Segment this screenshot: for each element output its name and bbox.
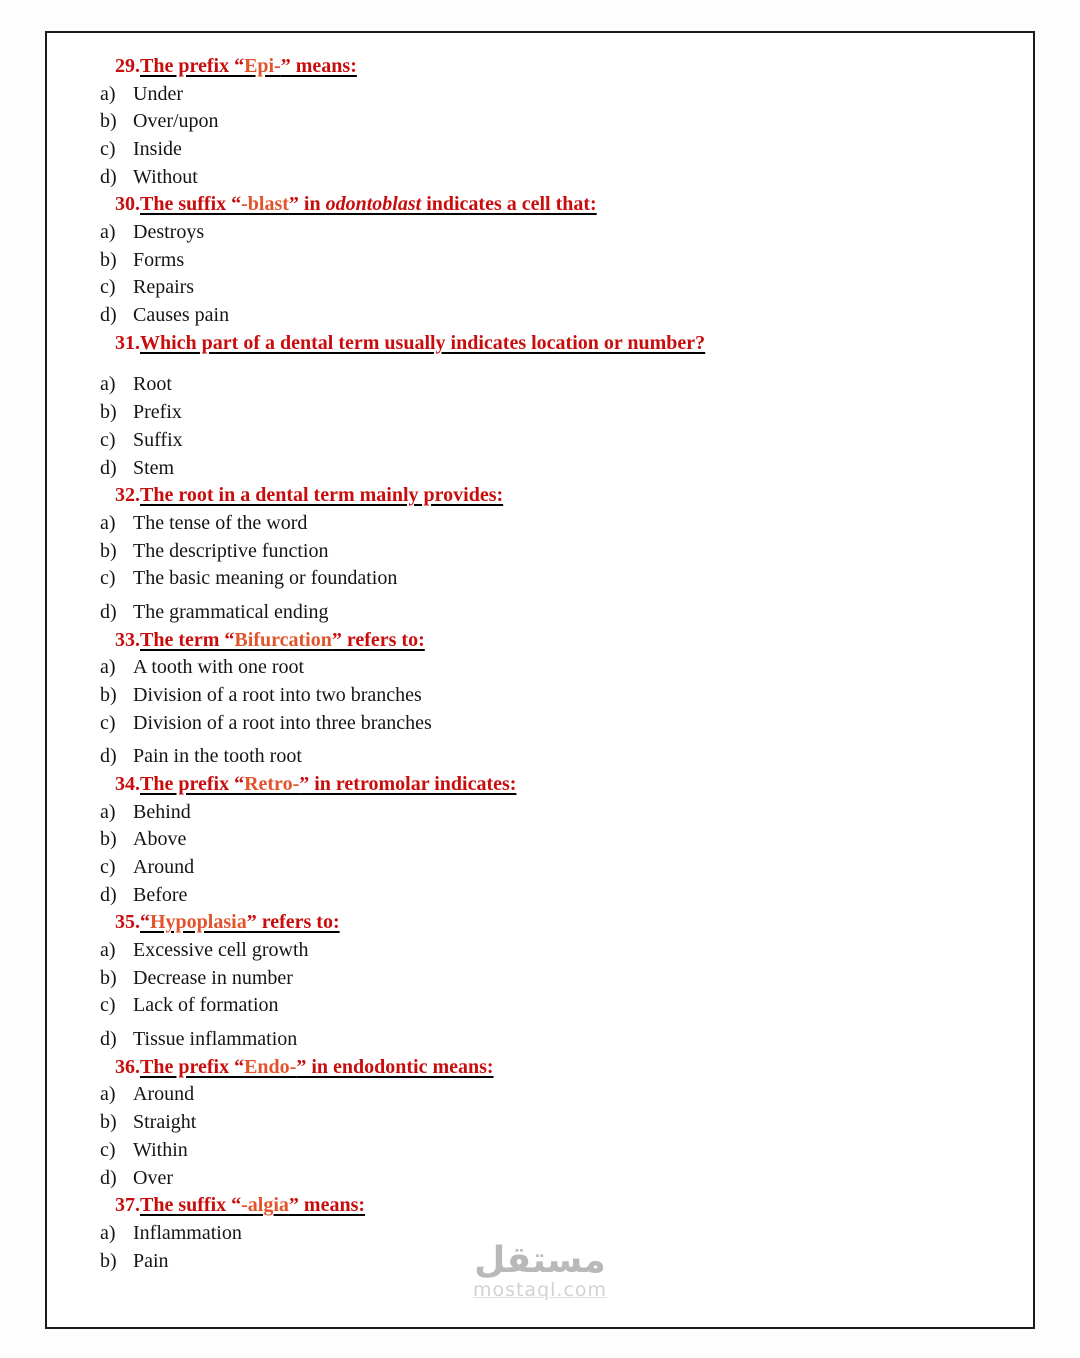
option-text: Forms (133, 248, 185, 271)
options-list (100, 219, 1003, 330)
option-text: Over/upon (133, 110, 219, 133)
option-text: Tissue inflammation (133, 1028, 298, 1051)
question-title-segment: ” refers to: (246, 911, 340, 934)
option-text: Pain (133, 1249, 169, 1272)
option-row (100, 108, 1003, 136)
option-text: Lack of formation (133, 994, 279, 1017)
question-number: 33. (115, 628, 140, 651)
question-title-segment: ” in (288, 193, 326, 216)
question-block (100, 53, 1003, 191)
question-title (140, 1056, 494, 1078)
option-text: Causes pain (133, 304, 230, 327)
question-title-segment: The prefix “ (140, 773, 245, 796)
option-letter: c) (100, 138, 116, 160)
option-row (100, 799, 1003, 827)
option-letter: b) (100, 539, 117, 562)
option-text: Before (133, 883, 188, 906)
question-title (140, 193, 597, 215)
option-row (100, 826, 1003, 854)
question-block (100, 1054, 1003, 1192)
option-row (100, 599, 1003, 627)
option-row (100, 1165, 1003, 1193)
option-row (100, 854, 1003, 882)
question-title-segment: ” in retromolar indicates: (299, 773, 517, 796)
question-title-segment: -algia (241, 1194, 289, 1217)
option-text: The basic meaning or foundation (133, 567, 398, 590)
question-title (140, 629, 425, 651)
option-letter: d) (100, 883, 117, 906)
options-list (100, 1081, 1003, 1192)
option-letter: a) (100, 221, 116, 243)
option-row (100, 937, 1003, 965)
question-heading (115, 771, 1003, 799)
option-row (100, 992, 1003, 1020)
option-row (100, 1248, 1003, 1276)
question-title-segment: ” means: (280, 55, 357, 77)
question-title-segment: Bifurcation (234, 628, 332, 651)
question-title (140, 332, 705, 354)
question-block (100, 627, 1003, 771)
question-number: 31. (115, 331, 140, 354)
option-letter: a) (100, 511, 116, 534)
option-row (100, 247, 1003, 275)
option-letter: b) (100, 110, 117, 133)
option-text: Inside (133, 138, 182, 160)
option-row (100, 565, 1003, 593)
option-letter: b) (100, 1111, 117, 1134)
option-row (100, 882, 1003, 910)
option-text: The tense of the word (133, 511, 308, 534)
option-row (100, 538, 1003, 566)
option-letter: d) (100, 304, 117, 327)
option-row (100, 302, 1003, 330)
question-block (100, 330, 1003, 482)
option-letter: a) (100, 800, 116, 823)
question-number: 35. (115, 911, 140, 934)
option-letter: c) (100, 994, 116, 1017)
option-letter: c) (100, 1138, 116, 1161)
option-text: Around (133, 856, 195, 879)
question-title-segment: ” refers to: (331, 628, 425, 651)
option-letter: b) (100, 401, 117, 424)
watermark-brand-logo: مستقل (474, 1240, 606, 1281)
watermark-domain: mostaql.com (472, 1279, 608, 1301)
option-text: Under (133, 82, 183, 105)
question-title-segment: ” means: (288, 1194, 366, 1217)
option-letter: b) (100, 1249, 117, 1272)
options-list (100, 510, 1003, 627)
question-title (140, 1194, 365, 1216)
question-title (140, 911, 340, 933)
option-row (100, 274, 1003, 302)
question-title-segment: indicates a cell that: (421, 193, 597, 216)
question-title-segment: The suffix “ (140, 1194, 242, 1217)
option-row (100, 81, 1003, 109)
option-letter: a) (100, 373, 116, 396)
questions-list (100, 53, 1003, 1275)
option-row (100, 1109, 1003, 1137)
option-row (100, 1081, 1003, 1109)
option-letter: a) (100, 656, 116, 679)
question-heading (115, 909, 1003, 937)
option-text: Around (133, 1083, 195, 1106)
question-number: 37. (115, 1194, 140, 1217)
option-text: Straight (133, 1111, 197, 1134)
question-heading (115, 627, 1003, 655)
option-letter: b) (100, 828, 117, 851)
options-list (100, 81, 1003, 192)
question-block (100, 482, 1003, 626)
option-row (100, 219, 1003, 247)
option-letter: b) (100, 966, 117, 989)
page-border (45, 31, 1035, 1329)
option-letter: a) (100, 1221, 116, 1244)
question-title-segment: -blast (241, 193, 289, 216)
question-title-segment: Epi- (244, 55, 281, 77)
option-letter: b) (100, 683, 117, 706)
question-title-segment: Endo- (244, 1055, 297, 1078)
option-letter: c) (100, 856, 116, 879)
option-row (100, 1137, 1003, 1165)
option-row (100, 1026, 1003, 1054)
question-heading (115, 330, 1003, 358)
option-letter: a) (100, 82, 116, 105)
option-text: Decrease in number (133, 966, 293, 989)
question-heading (115, 1192, 1003, 1220)
option-row (100, 965, 1003, 993)
option-text: Suffix (133, 428, 183, 451)
question-title-segment: The root in a dental term mainly provides: (140, 484, 504, 507)
options-list (100, 1220, 1003, 1275)
option-row (100, 371, 1003, 399)
option-text: Within (133, 1138, 188, 1161)
question-block (100, 909, 1003, 1053)
option-text: A tooth with one root (133, 656, 305, 679)
option-text: Root (133, 373, 172, 396)
option-row (100, 654, 1003, 682)
question-heading (115, 191, 1003, 219)
option-row (100, 427, 1003, 455)
question-block (100, 191, 1003, 329)
option-text: Prefix (133, 401, 182, 424)
question-title-segment: odontoblast (325, 193, 422, 216)
question-title-segment: The prefix “ (140, 55, 245, 77)
option-row (100, 682, 1003, 710)
option-row (100, 455, 1003, 483)
option-letter: a) (100, 939, 116, 962)
question-title (140, 773, 516, 795)
option-letter: a) (100, 1083, 116, 1106)
options-list (100, 654, 1003, 771)
option-row (100, 164, 1003, 192)
option-text: Division of a root into three branches (133, 711, 432, 734)
option-text: Pain in the tooth root (133, 745, 302, 768)
option-row (100, 710, 1003, 738)
options-list (100, 937, 1003, 1054)
question-heading (115, 482, 1003, 510)
question-title (140, 484, 503, 506)
option-letter: c) (100, 276, 116, 299)
option-text: Above (133, 828, 187, 851)
option-letter: c) (100, 567, 116, 590)
option-letter: d) (100, 745, 117, 768)
question-number: 30. (115, 193, 140, 216)
option-letter: d) (100, 165, 117, 188)
option-text: Without (133, 165, 198, 188)
question-title-segment: The suffix “ (140, 193, 242, 216)
option-letter: d) (100, 456, 117, 479)
question-title-segment: Retro- (244, 773, 300, 796)
question-title-segment: Which part of a dental term usually indicates location or number? (140, 331, 706, 354)
option-row (100, 743, 1003, 771)
option-text: Division of a root into two branches (133, 683, 422, 706)
question-number: 32. (115, 484, 140, 507)
option-letter: c) (100, 428, 116, 451)
option-letter: d) (100, 1028, 117, 1051)
options-list (100, 371, 1003, 482)
option-row (100, 399, 1003, 427)
question-heading (115, 53, 1003, 81)
question-title (140, 55, 357, 77)
question-title-segment: “ (140, 911, 150, 934)
option-text: Behind (133, 800, 191, 823)
option-row (100, 136, 1003, 164)
option-letter: b) (100, 248, 117, 271)
options-list (100, 799, 1003, 910)
option-text: Over (133, 1166, 173, 1189)
question-number: 36. (115, 1055, 140, 1078)
option-text: Repairs (133, 276, 195, 299)
option-text: The descriptive function (133, 539, 329, 562)
question-number: 29. (115, 55, 140, 77)
option-letter: d) (100, 600, 117, 623)
question-title-segment: The term “ (140, 628, 235, 651)
question-block (100, 771, 1003, 909)
option-letter: c) (100, 711, 116, 734)
question-number: 34. (115, 773, 140, 796)
option-text: Inflammation (133, 1221, 242, 1244)
option-text: Destroys (133, 221, 205, 243)
option-text: The grammatical ending (133, 600, 329, 623)
option-letter: d) (100, 1166, 117, 1189)
question-block (100, 1192, 1003, 1275)
option-text: Stem (133, 456, 175, 479)
option-row (100, 1220, 1003, 1248)
question-title-segment: ” in endodontic means: (296, 1055, 494, 1078)
option-row (100, 510, 1003, 538)
option-text: Excessive cell growth (133, 939, 309, 962)
question-title-segment: The prefix “ (140, 1055, 245, 1078)
question-title-segment: Hypoplasia (150, 911, 247, 934)
question-heading (115, 1054, 1003, 1082)
